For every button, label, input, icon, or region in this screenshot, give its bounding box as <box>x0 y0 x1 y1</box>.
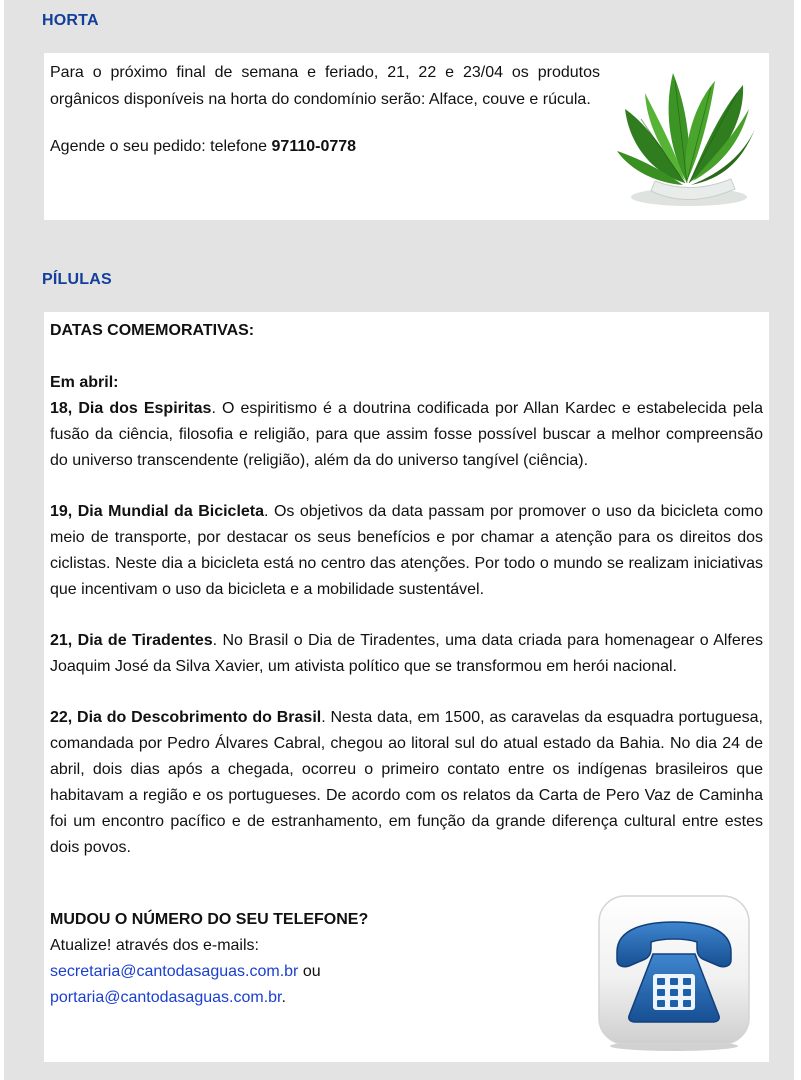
datas-comemorativas-heading: DATAS COMEMORATIVAS: <box>50 322 255 339</box>
item-21-title: 21, Dia de Tiradentes <box>50 632 213 649</box>
newsletter-panel <box>4 0 794 1080</box>
horta-schedule-prefix: Agende o seu pedido: telefone <box>50 138 272 155</box>
horta-schedule <box>50 134 600 161</box>
item-18-text: . O espiritismo é a doutrina codificada por Allan Kardec e estabelecida pela fusão da ciência, filosofia e religião, para que assim fosse possível buscar a melhor compreensão do universo transcendente (religião), além da do universo tangível (ciência). <box>50 400 763 469</box>
telephone-icon <box>595 892 753 1052</box>
item-19 <box>50 499 763 603</box>
item-22-title: 22, Dia do Descobrimento do Brasil <box>50 709 322 726</box>
item-19-text: . Os objetivos da data passam por promover o uso da bicicleta como meio de transporte, por destacar os seus benefícios e por chamar a atenção para os direitos dos ciclistas. Neste dia a bicicleta está no centro das atenções. Por todo o mundo se realizam iniciativas que incentivam o uso da bicicleta e a mobilidade sustentável. <box>50 503 763 598</box>
item-18 <box>50 396 763 474</box>
item-19-title: 19, Dia Mundial da Bicicleta <box>50 503 265 520</box>
contact-email-1-line <box>50 959 570 985</box>
horta-section-title: HORTA <box>42 12 99 29</box>
contact-block <box>50 907 570 1011</box>
secretaria-email-link[interactable]: secretaria@cantodasaguas.com.br <box>50 963 299 980</box>
pilulas-box <box>44 312 769 1062</box>
pilulas-text <box>50 318 763 861</box>
item-22-text: . Nesta data, em 1500, as caravelas da esquadra portuguesa, comandada por Pedro Álvares Cabral, chegou ao litoral sul do atual estado da Bahia. No dia 24 de abril, dois dias após a chegada, ocorreu o primeiro contato entre os indígenas brasileiros que habitavam a região e os portugueses. De acordo com os relatos da Carta de Pero Vaz de Caminha foi um encontro pacífico e de estranhamento, em função da grande diferença cultural entre estes dois povos. <box>50 709 763 856</box>
item-21-text: . No Brasil o Dia de Tiradentes, uma data criada para homenagear o Alferes Joaquim José da Silva Xavier, um ativista político que se transformou em herói nacional. <box>50 632 764 675</box>
lettuce-image <box>611 63 759 209</box>
portaria-email-link[interactable]: portaria@cantodasaguas.com.br <box>50 989 282 1006</box>
contact-email-2-line <box>50 985 570 1011</box>
month-heading-text: Em abril: <box>50 374 119 391</box>
pilulas-heading <box>50 318 763 344</box>
contact-heading <box>50 907 570 933</box>
contact-line: Atualize! através dos e-mails: <box>50 937 259 954</box>
pilulas-section-title: PÍLULAS <box>42 271 112 288</box>
item-22 <box>50 705 763 861</box>
item-18-title: 18, Dia dos Espiritas <box>50 400 212 417</box>
horta-box <box>44 53 769 220</box>
month-block <box>50 370 763 474</box>
month-heading <box>50 370 763 396</box>
contact-end: . <box>281 989 286 1006</box>
horta-paragraph: Para o próximo final de semana e feriado, 21, 22 e 23/04 os produtos orgânicos disponíveis na horta do condomínio serão: Alface, couve e rúcula. <box>50 64 600 108</box>
item-21 <box>50 628 763 680</box>
contact-heading-text: MUDOU O NÚMERO DO SEU TELEFONE? <box>50 911 369 928</box>
horta-text <box>50 60 600 161</box>
contact-joiner: ou <box>298 963 321 980</box>
horta-phone: 97110-0778 <box>271 138 357 155</box>
